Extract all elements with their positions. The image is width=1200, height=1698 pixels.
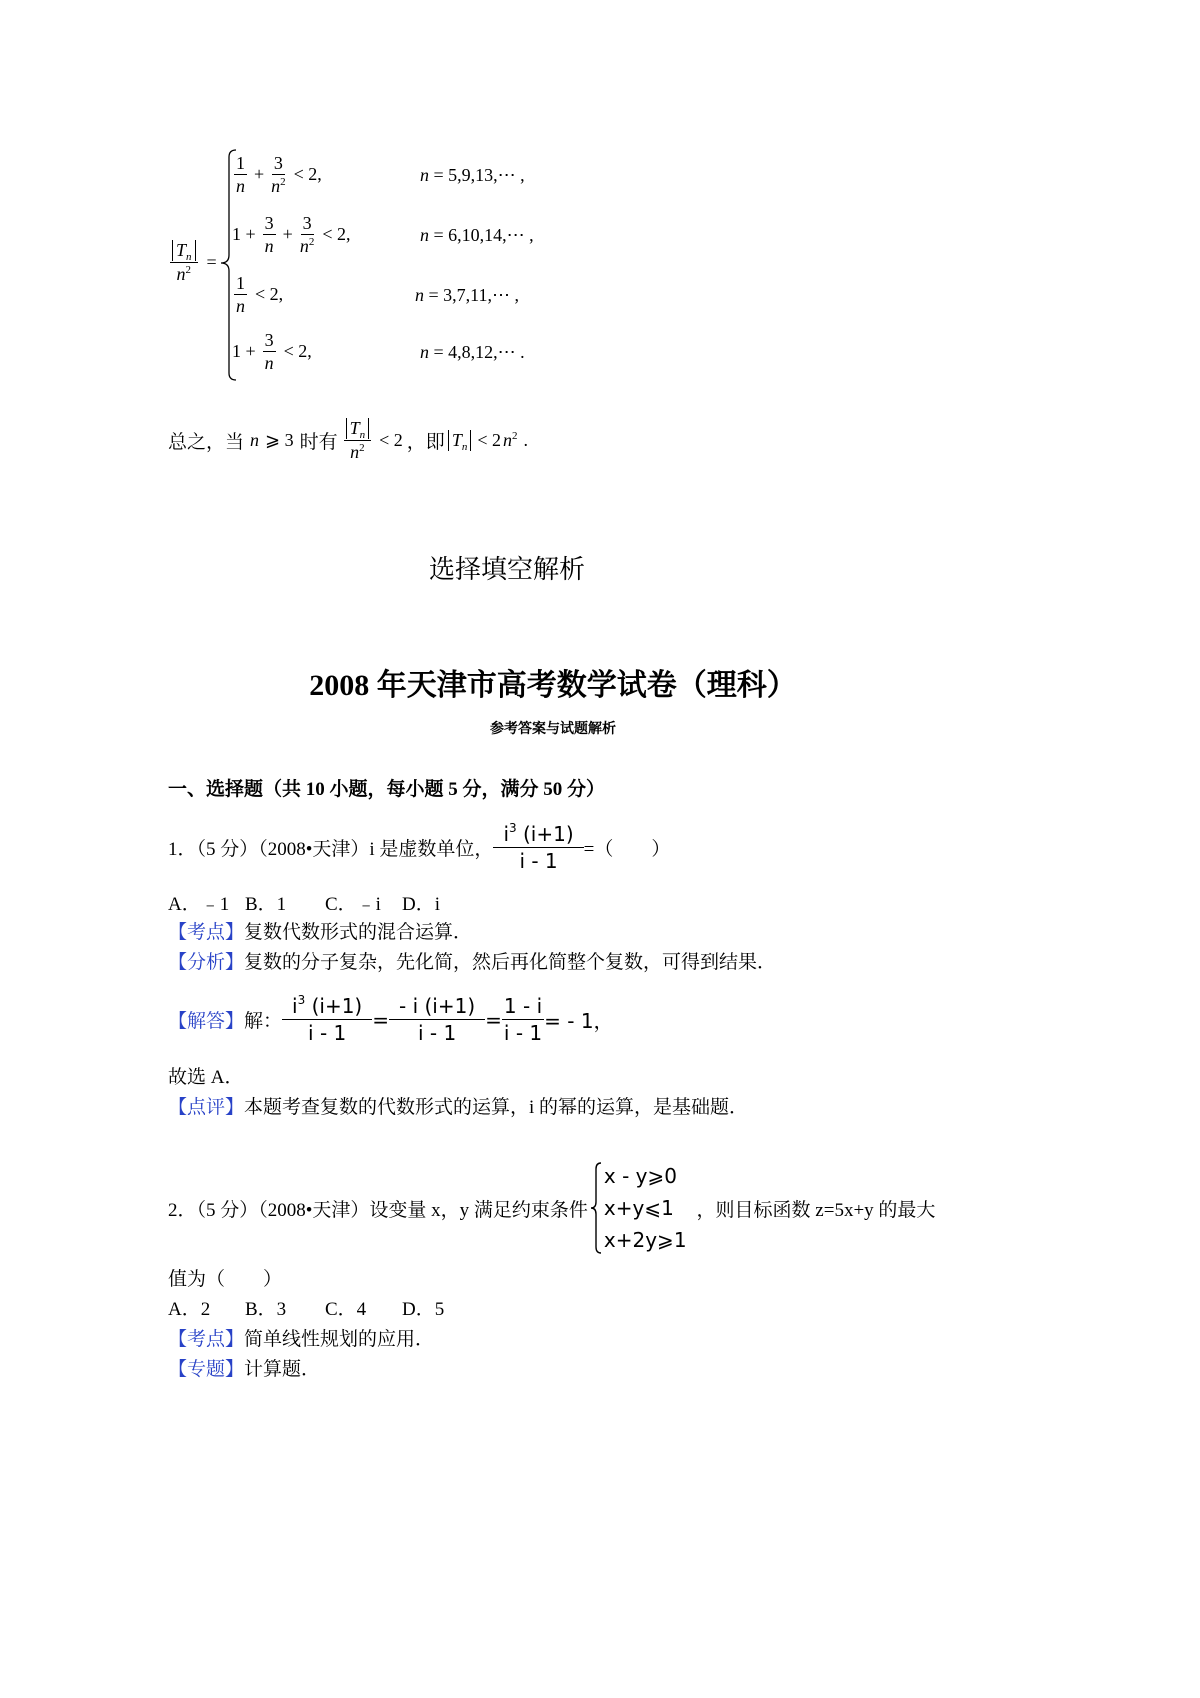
relation: < 2,	[283, 341, 312, 361]
condition-values: = 3,7,11,⋯ ,	[428, 285, 519, 305]
constraint: x - y⩾0	[603, 1164, 677, 1188]
relation: < 2,	[293, 164, 322, 184]
relation: < 2,	[255, 284, 284, 304]
variable: n	[415, 285, 424, 305]
denominator: i - 1	[503, 1021, 543, 1045]
question-1-fenxi	[168, 951, 776, 975]
numerator: - i (i+1)	[389, 994, 485, 1020]
page-subtitle: 参考答案与试题解析	[490, 722, 616, 737]
option-b: B．1	[245, 894, 287, 915]
question-1-text: 1．（5 分）（2008•天津）i 是虚数单位，	[168, 839, 494, 860]
inequality: < 2	[379, 429, 403, 450]
section-label: 【分析】	[168, 952, 245, 973]
option-a: A．2	[168, 1299, 211, 1320]
denominator: i - 1	[308, 1021, 347, 1045]
section-text: 计算题．	[244, 1359, 321, 1380]
plus-sign: +	[282, 224, 293, 244]
exponent: 2	[359, 442, 365, 454]
numerator: 1	[236, 153, 245, 173]
fraction	[389, 994, 485, 1045]
conclusion-prefix: 总之，当	[168, 431, 245, 453]
variable: T	[176, 240, 187, 260]
section-text: 简单线性规划的应用．	[244, 1329, 435, 1350]
exponent: 2	[308, 236, 315, 248]
leading-term: 1 +	[232, 224, 256, 244]
abs-value	[172, 240, 196, 261]
question-1-expression	[493, 822, 583, 873]
denominator	[350, 441, 365, 462]
question-2-kaodian	[168, 1328, 434, 1352]
numerator: 3	[302, 213, 312, 233]
denominator	[271, 175, 286, 196]
section-label: 【点评】	[168, 1097, 245, 1118]
fraction	[263, 213, 276, 256]
option-b: B．3	[245, 1299, 287, 1320]
base: i	[503, 822, 509, 846]
separator: ，即	[406, 431, 445, 453]
numerator: 1 - i	[503, 994, 543, 1018]
condition-values: = 4,8,12,⋯ .	[433, 342, 525, 362]
variable: n	[502, 429, 512, 450]
case-3-condition	[415, 283, 519, 307]
page-title: 2008 年天津市高考数学试卷（理科）	[309, 669, 797, 702]
denominator: n	[264, 353, 274, 373]
exponent: 2	[185, 264, 191, 276]
case-1-expression	[234, 153, 322, 196]
result: = - 1，	[544, 1009, 614, 1033]
option-d: D．5	[402, 1299, 445, 1320]
inequality: < 2	[477, 429, 501, 450]
subscript: n	[186, 251, 192, 263]
case-3-expression	[234, 273, 283, 316]
fraction	[300, 213, 315, 256]
conclusion-line	[168, 418, 528, 462]
lhs-fraction	[170, 240, 198, 284]
plus-sign: +	[254, 164, 265, 184]
variable: n	[250, 429, 260, 450]
question-1-jieda	[168, 994, 614, 1045]
section-label: 【考点】	[168, 922, 245, 943]
leading-term: 1 +	[232, 341, 256, 361]
section-heading: 选择填空解析	[428, 555, 585, 584]
constraint-list	[604, 1160, 687, 1256]
variable: n	[350, 442, 360, 462]
factor: (i+1)	[516, 822, 574, 846]
variable: T	[349, 418, 360, 438]
numerator	[282, 994, 372, 1020]
question-1-stem	[168, 822, 670, 873]
question-1-kaodian	[168, 921, 472, 945]
answer-blank: =（ ）	[583, 839, 671, 860]
section-label: 【考点】	[168, 1329, 245, 1350]
question-2-text: 2．（5 分）（2008•天津）设变量 x，y 满足约束条件	[168, 1199, 588, 1221]
case-2-expression	[232, 213, 350, 256]
equals-sign: =	[206, 251, 217, 272]
equals-sign: =	[372, 1007, 390, 1032]
condition: ⩾ 3	[265, 429, 294, 450]
numerator: 3	[264, 330, 274, 350]
variable: n	[176, 264, 186, 284]
exponent: 2	[280, 176, 286, 188]
constraint: x+y⩽1	[603, 1196, 674, 1220]
conclusion-mid: 时有	[299, 431, 338, 453]
variable: T	[451, 429, 462, 450]
question-1-dianping	[168, 1096, 748, 1120]
abs-value	[448, 430, 472, 451]
question-2-stem	[168, 1160, 935, 1256]
subscript: n	[359, 429, 366, 441]
period: .	[523, 429, 528, 450]
option-c: C．4	[325, 1299, 367, 1320]
part-heading: 一、选择题（共 10 小题，每小题 5 分，满分 50 分）	[168, 779, 606, 800]
variable: n	[420, 342, 429, 362]
case-4-expression	[232, 330, 312, 373]
case-1-condition	[420, 163, 525, 187]
case-2-condition	[420, 223, 534, 247]
variable: n	[420, 165, 429, 185]
variable: n	[299, 236, 309, 256]
subscript: n	[461, 440, 468, 453]
case-4-condition	[420, 340, 525, 364]
question-2-text-tail: ，则目标函数 z=5x+y 的最大	[696, 1199, 936, 1221]
fraction	[234, 273, 247, 316]
denominator: n	[236, 296, 245, 316]
condition-values: = 6,10,14,⋯ ,	[433, 225, 534, 245]
question-2-zhuanti	[168, 1358, 320, 1382]
lhs-numerator	[170, 240, 198, 263]
rhs-term	[503, 430, 518, 451]
numerator	[344, 418, 372, 441]
question-1-choice: 故选 A．	[168, 1067, 244, 1088]
denominator: i - 1	[519, 849, 558, 873]
equals-sign: =	[485, 1007, 502, 1032]
section-label: 【专题】	[168, 1359, 245, 1380]
condition-values: = 5,9,13,⋯ ,	[433, 165, 525, 185]
base: i	[292, 994, 298, 1018]
option-a: A．﹣1	[168, 894, 230, 915]
variable: n	[271, 176, 281, 196]
option-c: C．﹣i	[325, 894, 381, 915]
numerator: 3	[273, 153, 283, 173]
section-text: 本题考查复数的代数形式的运算，i 的幂的运算，是基础题．	[244, 1097, 749, 1118]
fraction	[234, 153, 247, 196]
numerator: 3	[264, 213, 274, 233]
numerator	[493, 822, 583, 848]
variable: n	[420, 225, 429, 245]
factor: (i+1)	[305, 994, 363, 1018]
exponent: 3	[297, 993, 306, 1007]
denominator: n	[236, 176, 245, 196]
denominator	[300, 235, 315, 256]
denominator: n	[264, 236, 274, 256]
exponent: 3	[509, 821, 517, 835]
lhs-expression	[170, 240, 217, 284]
fraction	[271, 153, 286, 196]
section-label: 【解答】	[168, 1011, 245, 1032]
question-2-text-continued: 值为（ ）	[168, 1269, 283, 1290]
numerator: 1	[236, 273, 245, 293]
lhs-denominator	[177, 263, 192, 284]
constraint-brace	[590, 1160, 602, 1256]
section-text: 复数的分子复杂，先化简，然后再化简整个复数，可得到结果．	[244, 952, 777, 973]
solution-prefix: 解：	[244, 1011, 283, 1032]
relation: < 2,	[322, 224, 351, 244]
denominator: i - 1	[417, 1021, 457, 1045]
constraint: x+2y⩾1	[603, 1228, 687, 1252]
fraction	[502, 994, 544, 1045]
option-d: D．i	[402, 894, 441, 915]
fraction	[282, 994, 372, 1045]
fraction	[263, 330, 276, 373]
exponent: 2	[511, 429, 518, 442]
abs-value	[346, 418, 370, 439]
fraction	[344, 418, 372, 462]
section-text: 复数代数形式的混合运算．	[244, 922, 473, 943]
